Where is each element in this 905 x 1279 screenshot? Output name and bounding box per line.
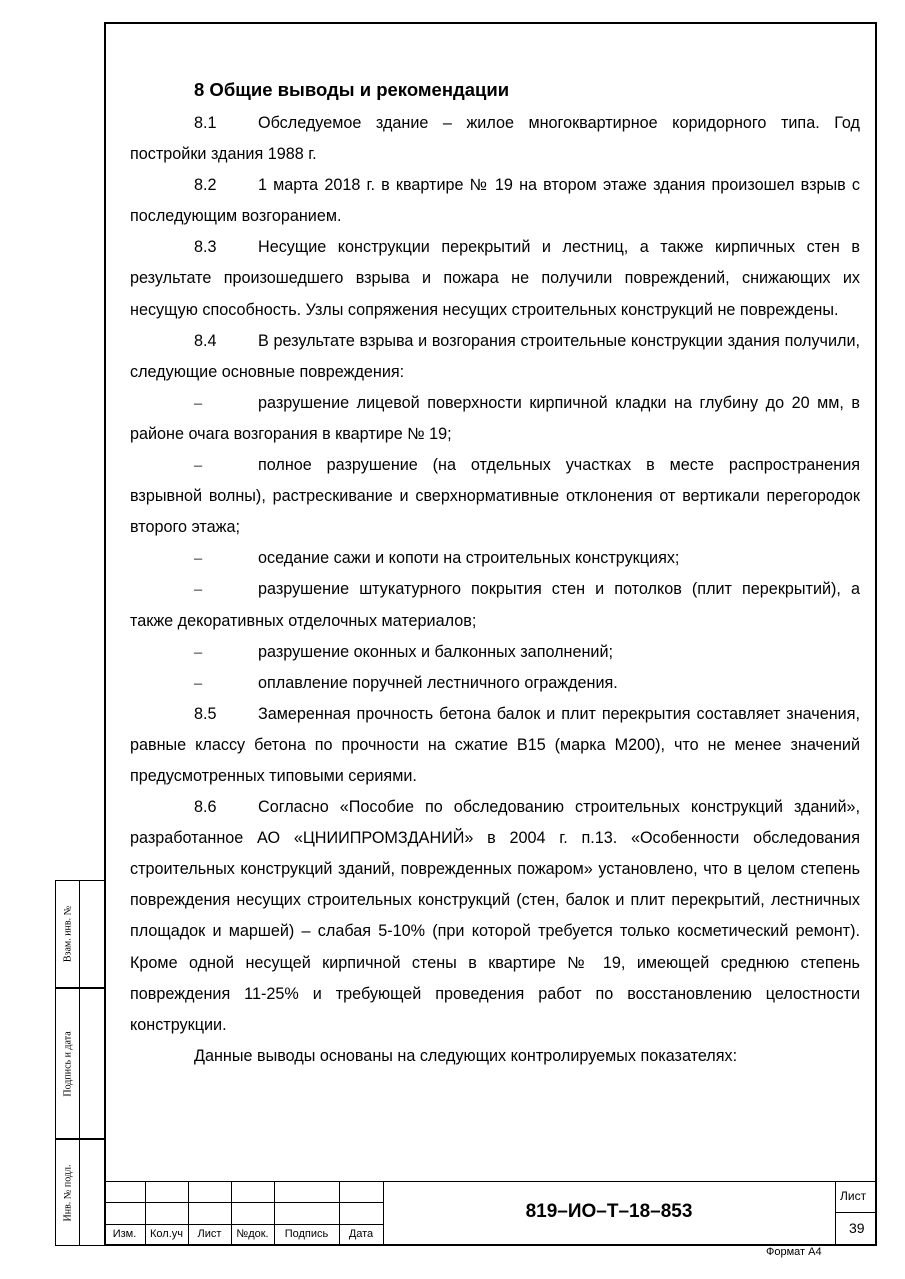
paragraph-number: 8.5: [194, 704, 217, 723]
paragraph-number: 8.3: [194, 238, 217, 257]
list-item: [130, 637, 860, 668]
side-strip-podpis: [55, 988, 105, 1139]
paragraph-number: 8.2: [194, 176, 217, 195]
paragraph-text: В результате взрыва и возгорания строительные конструкции здания получили, следующие основные повреждения:: [130, 331, 860, 381]
title-block-column-label: Лист: [197, 1228, 222, 1240]
paragraph-text: Обследуемое здание – жилое многоквартирное коридорного типа. Год постройки здания 1988 г.: [130, 114, 860, 164]
paragraph-text: Замеренная прочность бетона балок и плит перекрытия составляет значения, равные классу бетона по прочности на сжатие В15 (марка М200), что не менее значений предусмотренных типовыми сериями.: [130, 704, 860, 785]
paragraph-number: 8.1: [194, 114, 217, 132]
paragraph-text: оседание сажи и копоти на строительных конструкциях;: [258, 549, 680, 568]
list-dash: –: [194, 673, 203, 692]
document-body: [130, 72, 860, 1072]
paragraph-number: 8.6: [194, 798, 217, 817]
format-label: Формат А4: [766, 1246, 822, 1258]
document-code: 819–ИО–Т–18–853: [525, 1201, 693, 1222]
numbered-paragraph: [130, 232, 860, 325]
numbered-paragraph: [130, 108, 860, 170]
paragraph-number: 8.4: [194, 331, 217, 350]
title-block-column-label: Дата: [348, 1228, 374, 1240]
side-strip-vzam: [55, 880, 105, 988]
closing-paragraph: Данные выводы основаны на следующих контролируемых показателях:: [194, 1046, 738, 1065]
paragraph-text: Несущие конструкции перекрытий и лестниц, а также кирпичных стен в результате произошедшего взрыва и пожара не получили повреждений, снижающих их несущую способность. Узлы сопряжения несущих строительных конструкций не повреждены.: [130, 238, 860, 319]
numbered-paragraph: [130, 792, 860, 1041]
list-dash: –: [194, 642, 203, 661]
list-item: [130, 668, 860, 699]
paragraph-text: оплавление поручней лестничного ограждения.: [258, 673, 618, 692]
list-item: [130, 450, 860, 543]
side-label-inv: Инв. № подл.: [62, 1164, 73, 1221]
list-dash: –: [194, 456, 203, 475]
title-block-column-label: Подпись: [284, 1228, 329, 1240]
sheet-number: 39: [849, 1220, 865, 1236]
list-item: [130, 543, 860, 574]
paragraph-text: разрушение оконных и балконных заполнений;: [258, 642, 614, 661]
list-dash: –: [194, 580, 203, 599]
side-label-podpis: Подпись и дата: [62, 1030, 73, 1097]
title-block-column-label: Кол.уч: [150, 1228, 183, 1240]
paragraph-text: 1 марта 2018 г. в квартире № 19 на втором этаже здания произошел взрыв с последующим возгоранием.: [130, 176, 860, 226]
list-item: [130, 574, 860, 636]
paragraph-text: разрушение штукатурного покрытия стен и потолков (плит перекрытий), а также декоративных отделочных материалов;: [130, 580, 860, 630]
title-block-column-label: №док.: [236, 1228, 269, 1240]
numbered-paragraph: [130, 170, 860, 232]
title-block: [104, 1181, 877, 1246]
list-dash: –: [194, 549, 203, 568]
section-heading: 8 Общие выводы и рекомендации: [194, 79, 510, 100]
paragraph-text: полное разрушение (на отдельных участках в месте распространения взрывной волны), растрескивание и сверхнормативные отклонения от вертикали перегородок второго этажа;: [130, 456, 860, 537]
paragraph-text: Согласно «Пособие по обследованию строительных конструкций зданий», разработанное АО «ЦНИИПРОМЗДАНИЙ» в 2004 г. п.13. «Особенности обследования строительных конструкций зданий, поврежденных пожаром» установлено, что в целом степень повреждения несущих строительных конструкций (стен, балок и плит перекрытий, лестничных площадок и маршей) – слабая 5-10% (при которой требуется только косметический ремонт). Кроме одной несущей кирпичной стены в квартире № 19, имеющей среднюю степень повреждения 11-25% и требующей проведения работ по восстановлению целостности конструкции.: [130, 798, 860, 1034]
sheet-label: Лист: [840, 1189, 867, 1203]
side-strip-inv: [55, 1139, 105, 1246]
list-dash: –: [194, 393, 203, 412]
title-block-column-label: Изм.: [112, 1228, 137, 1240]
paragraph-text: разрушение лицевой поверхности кирпичной кладки на глубину до 20 мм, в районе очага возгорания в квартире № 19;: [130, 393, 860, 443]
numbered-paragraph: [130, 699, 860, 792]
side-label-vzam: Взам. инв. №: [62, 905, 73, 963]
numbered-paragraph: [130, 326, 860, 388]
list-item: [130, 388, 860, 450]
